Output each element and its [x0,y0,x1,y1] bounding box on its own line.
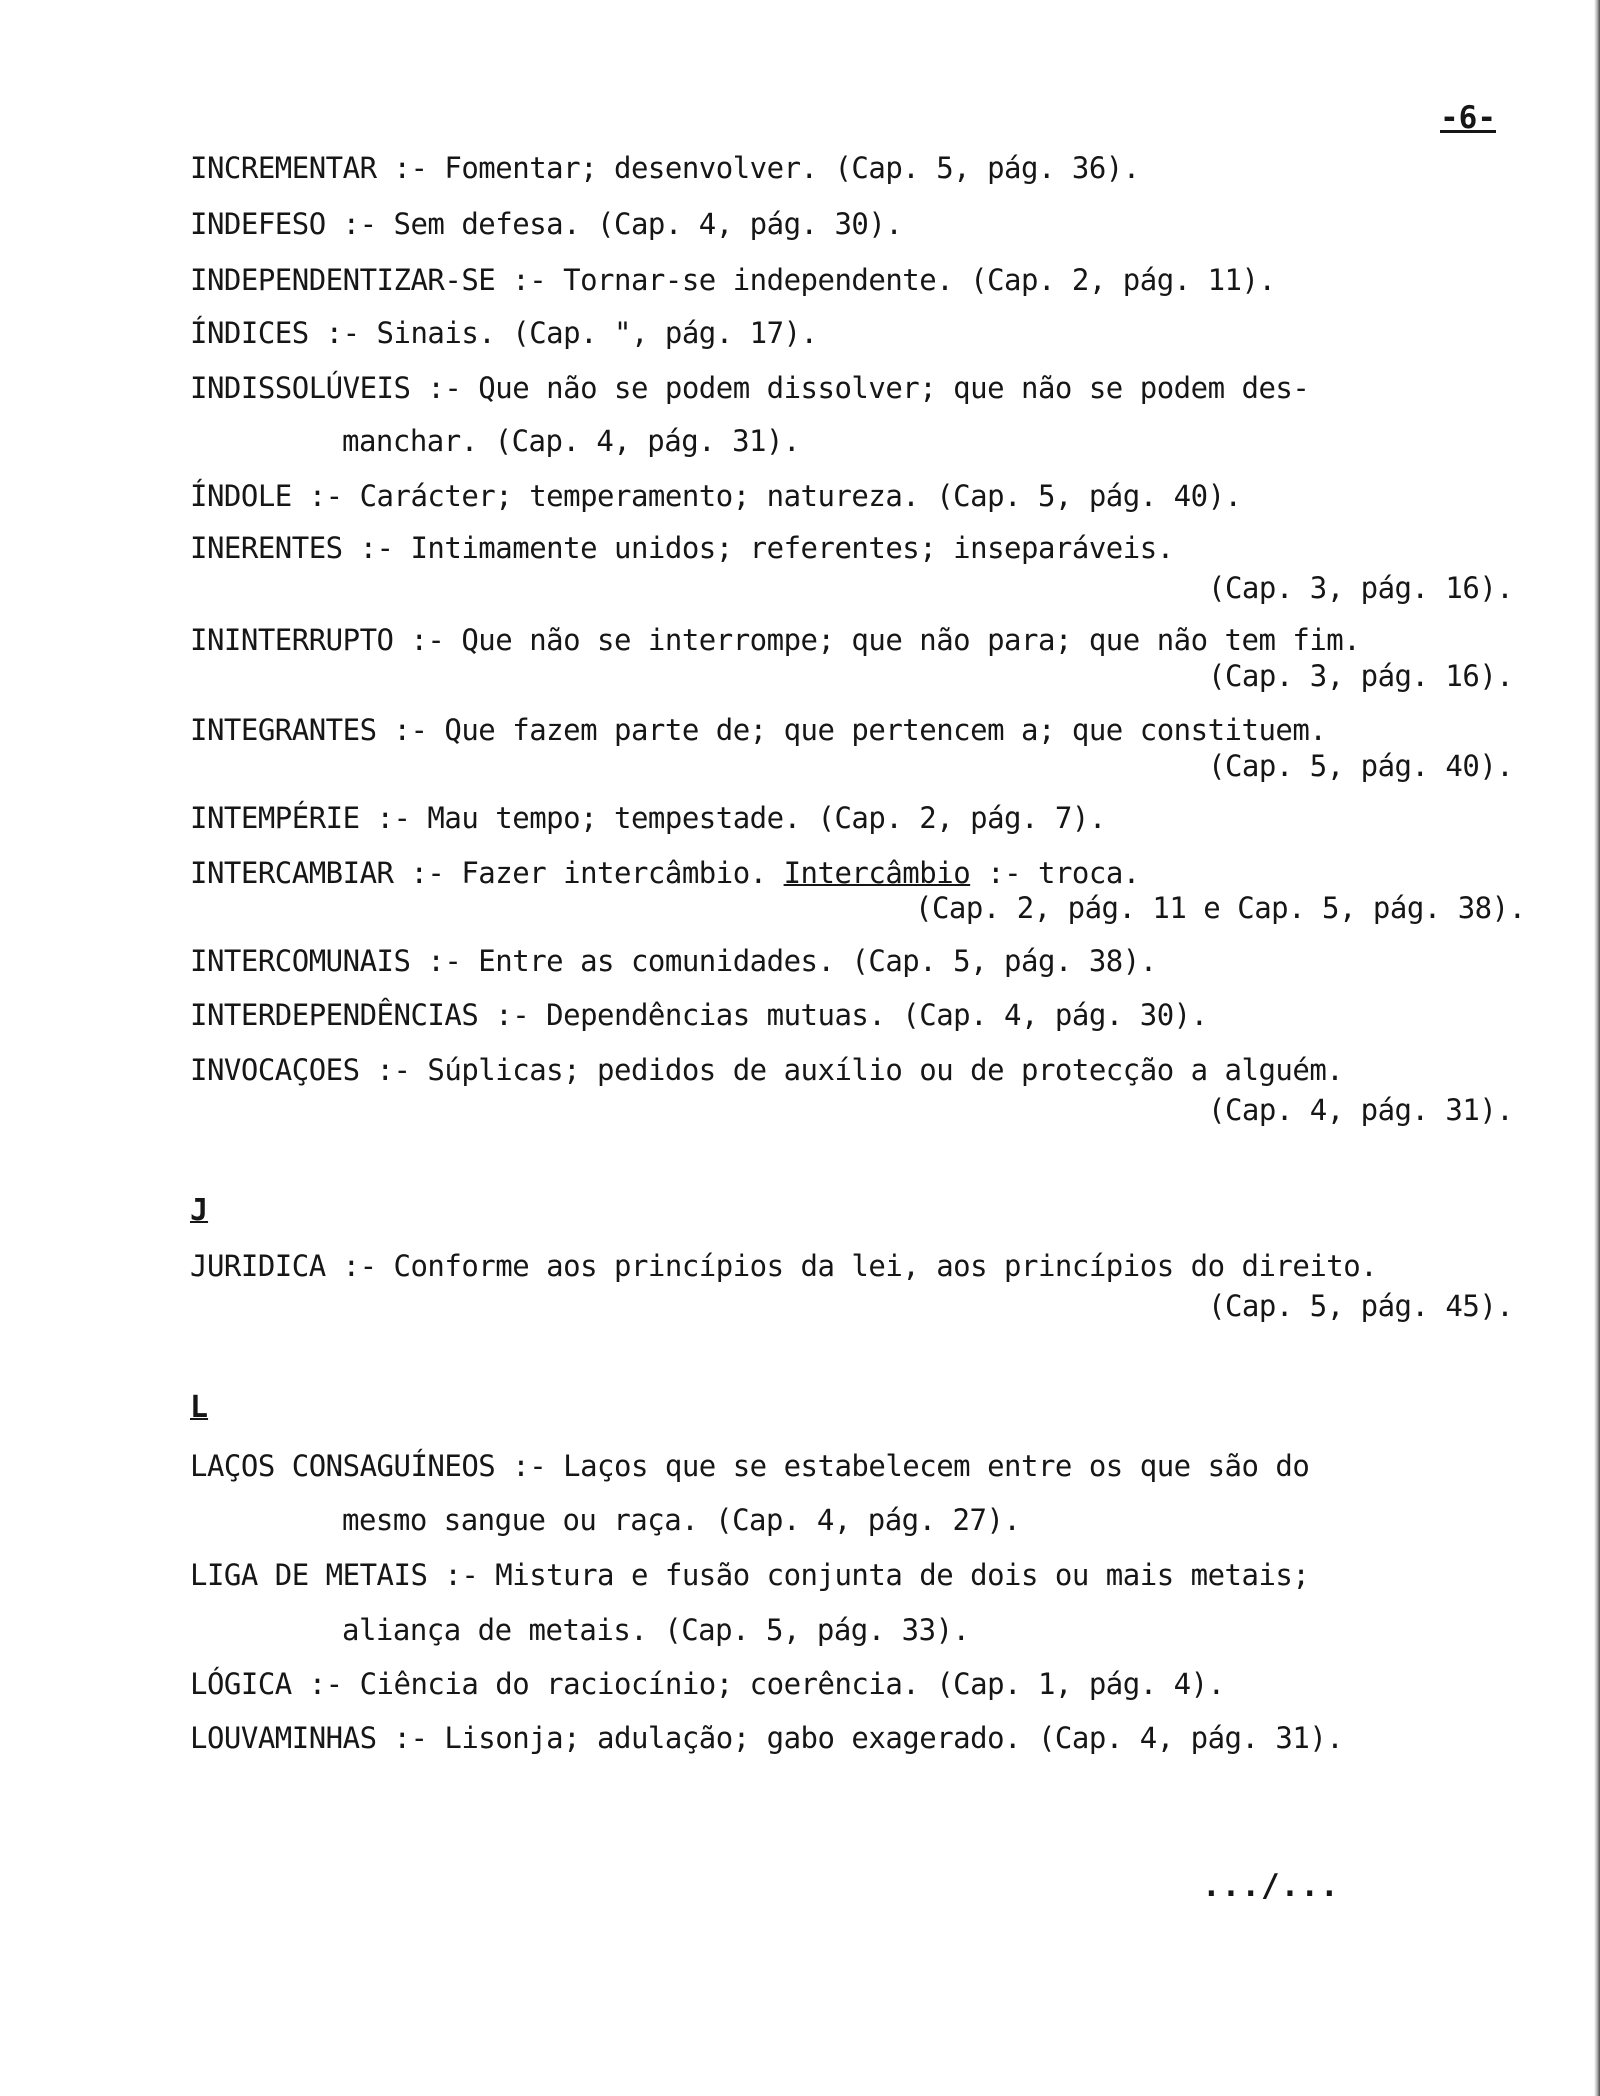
entry-logica: LÓGICA :- Ciência do raciocínio; coerência. (Cap. 1, pág. 4). [190,1667,1225,1701]
entry-intercambiar-reference: (Cap. 2, pág. 11 e Cap. 5, pág. 38). [915,891,1526,925]
entry-louvaminhas: LOUVAMINHAS :- Lisonja; adulação; gabo exagerado. (Cap. 4, pág. 31). [190,1721,1344,1755]
entry-indices: ÍNDICES :- Sinais. (Cap. ", pág. 17). [190,316,818,350]
entry-interdependencias: INTERDEPENDÊNCIAS :- Dependências mutuas. (Cap. 4, pág. 30). [190,998,1208,1032]
entry-ininterrupto: ININTERRUPTO :- Que não se interrompe; que não para; que não tem fim. [190,623,1361,657]
continuation-mark: .../... [1202,1868,1340,1904]
entry-indissoluveis: INDISSOLÚVEIS :- Que não se podem dissolver; que não se podem des- [190,371,1310,405]
entry-liga-de-metais: LIGA DE METAIS :- Mistura e fusão conjunta de dois ou mais metais; [190,1558,1310,1592]
entry-incrementar: INCREMENTAR :- Fomentar; desenvolver. (Cap. 5, pág. 36). [190,151,1140,185]
entry-intercambiar [190,855,1140,891]
entry-ininterrupto-reference: (Cap. 3, pág. 16). [1208,659,1514,693]
entry-indissoluveis-continuation: manchar. (Cap. 4, pág. 31). [342,424,800,458]
page-edge-shadow [1594,0,1600,2096]
entry-intercomunais: INTERCOMUNAIS :- Entre as comunidades. (Cap. 5, pág. 38). [190,944,1157,978]
section-letter-l: L [190,1390,209,1425]
section-letter-j: J [190,1193,209,1228]
entry-intercambiar-tail: :- troca. [970,856,1140,890]
entry-lacos-consaguineos-continuation: mesmo sangue ou raça. (Cap. 4, pág. 27). [342,1503,1021,1537]
entry-integrantes: INTEGRANTES :- Que fazem parte de; que pertencem a; que constituem. [190,713,1327,747]
page-number: -6- [1440,100,1496,136]
entry-invocacoes: INVOCAÇOES :- Súplicas; pedidos de auxílio ou de protecção a alguém. [190,1053,1344,1087]
entry-integrantes-reference: (Cap. 5, pág. 40). [1208,749,1514,783]
entry-intercambio-term: Intercâmbio [783,856,971,890]
entry-juridica-reference: (Cap. 5, pág. 45). [1208,1289,1514,1323]
entry-lacos-consaguineos: LAÇOS CONSAGUÍNEOS :- Laços que se estabelecem entre os que são do [190,1449,1310,1483]
entry-liga-de-metais-continuation: aliança de metais. (Cap. 5, pág. 33). [342,1613,970,1647]
entry-intercambiar-head: INTERCAMBIAR :- Fazer intercâmbio. [190,856,784,890]
entry-independentizar-se: INDEPENDENTIZAR-SE :- Tornar-se independente. (Cap. 2, pág. 11). [190,263,1276,297]
entry-indefeso: INDEFESO :- Sem defesa. (Cap. 4, pág. 30). [190,207,903,241]
entry-inerentes-reference: (Cap. 3, pág. 16). [1208,571,1514,605]
entry-invocacoes-reference: (Cap. 4, pág. 31). [1208,1093,1514,1127]
entry-indole: ÍNDOLE :- Carácter; temperamento; natureza. (Cap. 5, pág. 40). [190,479,1242,513]
entry-inerentes: INERENTES :- Intimamente unidos; referentes; inseparáveis. [190,531,1174,565]
entry-juridica: JURIDICA :- Conforme aos princípios da lei, aos princípios do direito. [190,1249,1378,1283]
entry-intemperie: INTEMPÉRIE :- Mau tempo; tempestade. (Cap. 2, pág. 7). [190,801,1106,835]
